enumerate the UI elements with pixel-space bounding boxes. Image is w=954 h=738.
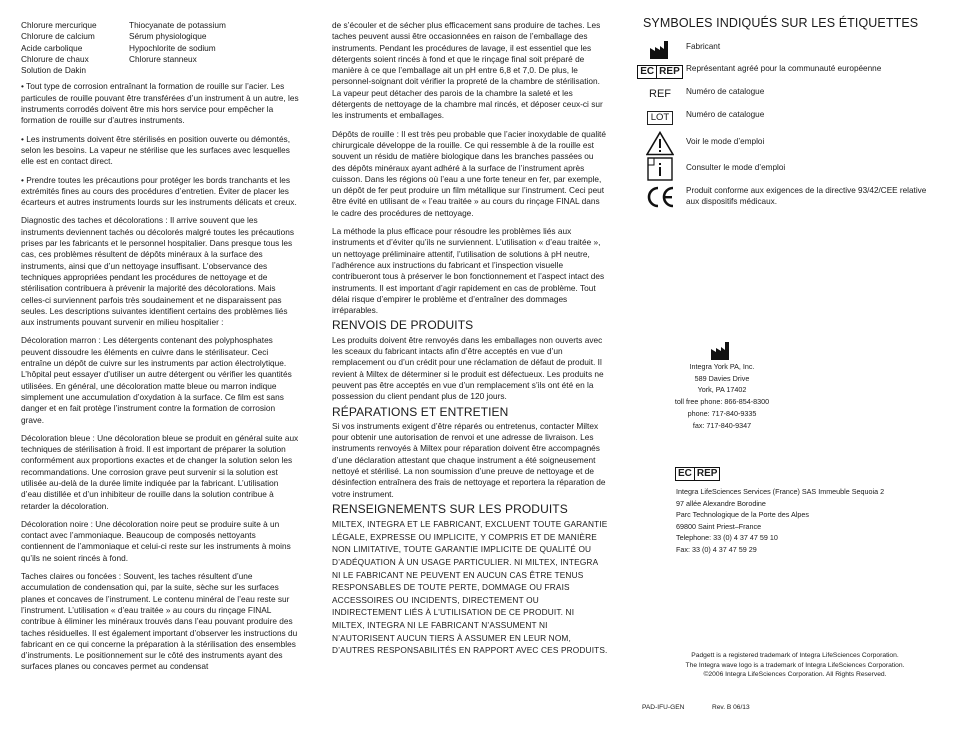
chemical-item: Acide carbolique xyxy=(21,42,83,53)
warning-icon xyxy=(640,129,680,157)
ec-rep-icon xyxy=(675,467,720,481)
paragraph-blue: Décoloration bleue : Une décoloration bleue se produit en général suite aux techniques de stérilisation à froid. Il est important de préparer la solution conformément aux proportions exactes et de changer la solution selon les recommandations. Une corrosion grave peut survenir si la solution est utilisée au-delà de la durée limite indiquée par la fabricant. L’utilisation d’eau distillée et d’un inhibiteur de rouille dans la solution contribue à retarder la décoloration. xyxy=(21,432,299,511)
trademark-notice xyxy=(660,651,930,680)
product-info-heading: RENSEIGNEMENTS SUR LES PRODUITS xyxy=(332,501,568,516)
symbol-label: Numéro de catalogue xyxy=(686,87,765,96)
returns-text: Les produits doivent être renvoyés dans les emballages non ouverts avec les sceaux du fabricant intacts afin d’être acceptés en vue d’un remplacement ou d’un crédit pour une réclamation de défaut de produit. Il revient à Miltex de déterminer si le produit est défectueux. Les produits ne peuvent pas être acceptés en vue d’un remplacement s’ils ont été en la possession du client pendant plus de 120 jours. xyxy=(332,334,604,402)
symbol-row xyxy=(640,183,940,211)
ec-text: EC xyxy=(678,468,692,479)
symbol-label: Fabricant xyxy=(686,42,721,51)
symbol-label: Consulter le mode d’emploi xyxy=(686,163,786,172)
paragraph-rust: Dépôts de rouille : Il est très peu probable que l’acier inoxydable de qualité chirurgicale développe de la rouille. Ce qui ressemble à de la rouille est souvent un résidu de matière biologique dans les branches passées ou des dépôts minéraux ayant adhéré à la surface de l’instrument après cuisson. Dans les régions où l’eau a une forte teneur en fer, par exemple, un dépôt de fer peut produire un film métallique sur l’instrument. Ceci peut être évité en utilisant de « l’eau traitée » au cours du rinçage FINAL dans le cadre des procédures de nettoyage. xyxy=(332,128,606,218)
symbol-row xyxy=(640,83,940,107)
address-line: York, PA 17402 xyxy=(697,385,747,395)
chemical-item: Chlorure de calcium xyxy=(21,31,95,42)
repairs-heading: RÉPARATIONS ET ENTRETIEN xyxy=(332,404,509,419)
symbol-row xyxy=(640,155,940,183)
address-line: phone: 717-840-9335 xyxy=(687,408,757,418)
trademark-line: Padgett is a registered trademark of Integra LifeSciences Corporation. xyxy=(691,652,899,659)
symbol-row xyxy=(640,60,940,84)
info-icon xyxy=(640,155,680,183)
address-line: Integra York PA, Inc. xyxy=(689,362,755,371)
rep-text: REP xyxy=(656,66,682,78)
symbol-row xyxy=(640,129,940,157)
repairs-text: Si vos instruments exigent d’être réparés ou entretenus, contacter Miltex pour obtenir une autorisation de renvoi et une adresse de livraison. Les instruments renvoyés à Miltex pour réparation doivent être accompagnés d’une déclaration attestant que chaque instrument a été soigneusement nettoyé et stérilisé. La non soumission d’une preuve de nettoyage et de désinfection entraînera des frais de nettoyage et reportera la réparation de votre instrument. xyxy=(332,420,606,499)
symbol-label: Représentant agréé pour la communauté européenne xyxy=(686,64,882,73)
symbol-row xyxy=(640,106,940,130)
column-middle xyxy=(332,20,608,664)
paragraph-diagnostic: Diagnostic des taches et décolorations : Il arrive souvent que les instruments deviennent tachés ou décolorés malgré toutes les précautions prises par les fabricants et le personnel hospitalier. Dans presque tous les cas, ces problèmes résultent de dépôts minéraux à la surface des instruments, ainsi que d’un nettoyage insuffisant. L’observance des techniques appropriées pendant les procédures de nettoyage et de stérilisation contribuera à prévenir la majorité des décolorations. Mais celles-ci surviennent parfois très soudainement et ne disparaissent pas seules. Les descriptions suivantes identifient certains des problèmes liés aux instruments pouvant survenir en milieu hospitalier : xyxy=(21,215,295,328)
us-address xyxy=(640,361,804,431)
returns-heading: RENVOIS DE PRODUITS xyxy=(332,318,474,333)
symbol-label: Numéro de catalogue xyxy=(686,110,765,119)
symbol-row xyxy=(640,38,940,62)
address-line: fax: 717-840-9347 xyxy=(692,420,752,430)
symbols-heading: SYMBOLES INDIQUÉS SUR LES ÉTIQUETTES xyxy=(643,16,919,30)
paragraph-spots: Taches claires ou foncées : Souvent, les taches résultent d’une accumulation de condensation qui, par la suite, sèche sur les surfaces planes et concaves de l’instrument. Le contenu minéral de l’eau reste sur l’instrument. L’utilisation « d’eau traitée » au cours du rinçage FINAL contribue à éliminer les minéraux trouvés dans l’eau pouvant produire des taches résiduelles. Il est également important d’observer les instructions du fabricant en ce qui concerne la préparation à la stérilisation des ensembles d’instruments. Le positionnement sur le côté des instruments ayant des surfaces planes ou concaves permet au condensat xyxy=(21,571,298,672)
paragraph-brown: Décoloration marron : Les détergents contenant des polyphosphates peuvent dissoudre les éléments en cuivre dans le stérilisateur. Ceci entraîne un dépôt de cuivre sur les instruments par action électrolytique. L’hôpital peut essayer d’utiliser un autre détergent ou vérifier les quantités utilisées. En général, une décoloration matte bleue ou marron indique simplement une accumulation d’oxydation à la surface. Ce film est sans danger et en fait protège l’instrument contre la formation de corrosion grave. xyxy=(21,335,292,425)
chemical-item: Chlorure de chaux xyxy=(21,53,89,64)
trademark-line: ©2006 Integra LifeSciences Corporation. All Rights Reserved. xyxy=(703,671,887,679)
ref-icon xyxy=(640,83,680,107)
address-line: Fax: 33 (0) 4 37 47 59 29 xyxy=(676,544,757,554)
address-line: 97 allée Alexandre Borodine xyxy=(676,498,766,508)
address-line: toll free phone: 866-854-8300 xyxy=(674,397,770,407)
chemical-item: Chlorure stanneux xyxy=(129,53,197,64)
trademark-line: The Integra wave logo is a trademark of Integra LifeSciences Corporation. xyxy=(685,661,905,669)
address-line: Parc Technologique de la Porte des Alpes xyxy=(676,510,809,520)
chemical-item: Thiocyanate de potassium xyxy=(129,20,226,30)
address-line: 69800 Saint Priest–France xyxy=(676,521,762,531)
manufacturer-icon xyxy=(640,38,680,62)
ec-text: EC xyxy=(640,66,655,77)
product-info-text: MILTEX, INTEGRA ET LE FABRICANT, EXCLUENT TOUTE GARANTIE LÉGALE, EXPRESSE OU IMPLICITE, Y COMPRIS ET DE MANIÈRE NON LIMITATIVE, TOUTE GARANTIE IMPLICITE DE QUALITÉ OU D’ADÉQUATION À UN USAGE PARTICULIER. NI MILTEX, INTEGRA NI LE FABRICANT NE PEUVENT EN AUCUN CAS ÊTRE TENUS RESPONSABLES DE TOUTE PERTE, DOMMAGE OU FRAIS ACCESSOIRES OU INCIDENTS, DIRECTEMENT OU INDIRECTEMENT LIÉS À L’UTILISATION DE CE PRODUIT. NI MILTEX, INTEGRA NI LE FABRICANT N’ASSUMENT NI N’AUTORISENT AUCUN TIERS À ASSUMER EN LEUR NOM, D’AUTRES RESPONSABILITÉS EN RAPPORT AVEC CES PRODUITS. xyxy=(332,519,608,656)
bullet-sterilize-open: • Les instruments doivent être stérilisés en position ouverte ou démontés, selon les besoins. La vapeur ne stérilise que les surfaces avec lesquelles elle est en contact direct. xyxy=(21,133,291,167)
symbol-label: Voir le mode d’emploi xyxy=(686,137,765,146)
column-left xyxy=(21,20,299,680)
revision-label: Rev. B 06/13 xyxy=(712,704,750,711)
lot-icon xyxy=(640,106,680,130)
document-code: PAD-IFU-GEN xyxy=(642,704,685,711)
address-line: 589 Davies Drive xyxy=(694,373,750,383)
chemical-item: Sérum physiologique xyxy=(129,31,207,42)
paragraph-spots-cont: de s’écouler et de sécher plus efficacement sans produire de taches. Les taches peuvent aussi être occasionnées en raison de l’emballage des instruments. Pendant les procédures de lavage, il est essentiel que les détergents soient rincés à fond et que le rinçage final soit préparé de manière à ce que l’emballage ait un pH entre 6,8 et 7,0. De plus, le personnel-soignant doit vérifier la propreté de la chambre de stérilisation. La vapeur peut détacher des parois de la chambre la saleté et les détergents de nettoyage de la chambre mal rincés, et déposer ceux-ci sur les instruments et emballages. xyxy=(332,20,603,121)
chemical-item: Chlorure mercurique xyxy=(21,20,97,30)
bullet-corrosion: • Tout type de corrosion entraînant la formation de rouille sur l’acier. Les particules de rouille pouvant être transférées d’un instrument à un autre, les instruments corrodés doivent être mis hors service pour empêcher la formation de rouille sur d’autres instruments. xyxy=(21,81,299,126)
address-line: Integra LifeSciences Services (France) SAS Immeuble Sequoia 2 xyxy=(676,487,885,496)
chemicals-list xyxy=(21,20,299,76)
chemical-item: Solution de Dakin xyxy=(21,65,87,76)
eu-address xyxy=(676,486,936,556)
paragraph-method: La méthode la plus efficace pour résoudre les problèmes liés aux instruments et d’éviter qu’ils ne surviennent. L’utilisation « d’eau traitée », un nettoyage préliminaire attentif, l’utilisation de solutions à pH neutre, l’adhérence aux instructions du fabricant et l’inspection visuelle contribueront tous à préserver le bon fonctionnement et l’aspect intact des instruments. Il est important d’agir rapidement en cas de problème. Tout délai risque d’empirer le problème et d’entraîner des dommages irréparables. xyxy=(332,226,605,316)
paragraph-black: Décoloration noire : Une décoloration noire peut se produire suite à un contact avec l’ammoniaque. Beaucoup de composés nettoyants contiennent de l’ammoniaque et celui-ci reste sur les instruments à moins qu’ils ne soient rincés à fond. xyxy=(21,518,291,563)
ce-mark-icon xyxy=(640,183,680,211)
chemical-item: Hypochlorite de sodium xyxy=(129,42,216,53)
rep-text: REP xyxy=(694,468,720,480)
lot-text: LOT xyxy=(647,111,673,125)
ref-text: REF xyxy=(649,88,671,101)
bullet-protect-edges: • Prendre toutes les précautions pour protéger les bords tranchants et les extrémités fines au cours des procédures d’entretien. Éviter de placer les écarteurs et autres instruments lourds sur les instruments délicats et creux. xyxy=(21,174,297,208)
ec-rep-icon xyxy=(640,60,680,84)
address-line: Telephone: 33 (0) 4 37 47 59 10 xyxy=(676,533,778,543)
symbol-label: Produit conforme aux exigences de la directive 93/42/CEE relative aux dispositifs médicaux. xyxy=(686,186,927,206)
